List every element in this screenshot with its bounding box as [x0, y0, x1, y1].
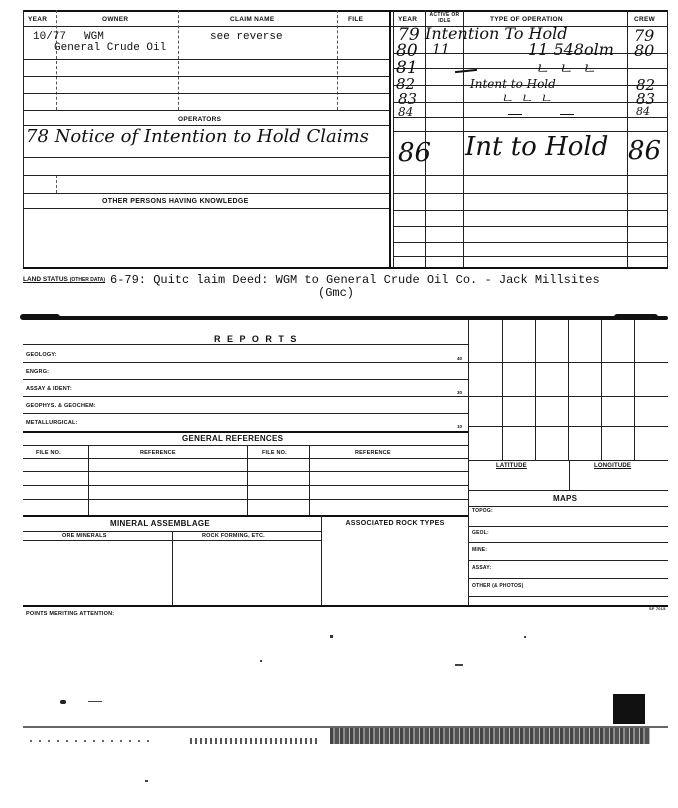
- speck: [260, 660, 262, 662]
- reports-top-bar: [23, 316, 668, 320]
- row-line: [23, 515, 468, 517]
- top-border: [23, 10, 668, 12]
- op-col-line: [56, 175, 57, 193]
- op-crew-83: 83: [636, 90, 656, 108]
- col-owner: OWNER: [102, 16, 129, 23]
- col-line: [88, 445, 89, 515]
- ditto-marks-83: ㄴㄴㄴ: [500, 91, 559, 107]
- assoc-rock-heading: ASSOCIATED ROCK TYPES: [345, 520, 445, 527]
- op-crew-79: 79: [634, 26, 655, 45]
- col-crew: CREW: [634, 16, 656, 23]
- maps-assay: ASSAY:: [472, 565, 492, 571]
- bottom-border: [23, 267, 668, 269]
- row-line: [23, 471, 468, 472]
- op-year-79: 79: [398, 25, 420, 45]
- row-line: [468, 542, 668, 543]
- claim-col-line: [337, 10, 338, 110]
- reports-heading: R E P O R T S: [214, 334, 299, 344]
- row-line: [23, 445, 468, 446]
- row-line: [393, 256, 667, 257]
- ditto-mark: [455, 69, 477, 73]
- row-line: [23, 396, 468, 397]
- row-line: [393, 68, 667, 69]
- col-line: [247, 445, 248, 515]
- scan-streak: [330, 728, 650, 744]
- op-crew-84: 84: [636, 105, 650, 118]
- op-active-80: 11: [432, 42, 450, 58]
- grid-line: [634, 320, 635, 460]
- op-year-82: 82: [396, 75, 416, 93]
- row-line: [23, 193, 389, 194]
- row-line: [393, 193, 667, 194]
- col-rock-forming: ROCK FORMING, ETC.: [202, 533, 265, 539]
- ink-blot: [613, 694, 645, 724]
- scan-streak: [30, 740, 150, 742]
- ink-blot: [614, 314, 658, 320]
- grid-line: [535, 320, 536, 460]
- col-reference-2: REFERENCE: [355, 450, 391, 456]
- owner-year: 10/77: [33, 31, 67, 43]
- row-line: [393, 242, 667, 243]
- op-crew-86: 86: [628, 136, 662, 166]
- col-active-idle: ACTIVE OR IDLE: [429, 12, 460, 24]
- center-divider: [389, 10, 391, 267]
- row-line: [468, 506, 668, 507]
- land-status-note: (Gmc): [318, 286, 355, 300]
- grid-line: [502, 320, 503, 460]
- ink-blot: [20, 314, 60, 320]
- header-divider: [23, 26, 668, 27]
- report-num: 30: [457, 390, 463, 395]
- grid-line: [601, 320, 602, 460]
- op-type-79: Intention To Hold: [425, 24, 568, 43]
- maps-mine: MINE:: [472, 547, 488, 553]
- active-col-line: [463, 10, 464, 267]
- speck: [88, 701, 102, 702]
- col-type-operation: TYPE OF OPERATION: [490, 16, 563, 23]
- maps-geol: GEOL:: [472, 530, 489, 536]
- row-line: [468, 560, 668, 561]
- speck: [524, 636, 526, 638]
- speck: [455, 664, 463, 666]
- row-line: [23, 157, 389, 158]
- owner-col-line: [178, 10, 179, 110]
- scan-streak: [190, 738, 320, 744]
- row-line: [23, 431, 468, 433]
- row-line: [23, 605, 668, 607]
- row-line: [23, 458, 468, 459]
- row-line: [23, 344, 468, 345]
- row-line: [23, 499, 468, 500]
- row-line: [23, 175, 389, 176]
- points-meriting-label: POINTS MERITING ATTENTION:: [26, 611, 115, 617]
- operators-entry: 78 Notice of Intention to Hold Claims: [26, 126, 369, 147]
- ditto-mark: [560, 114, 574, 115]
- ditto-marks: ㄴㄴㄴ: [534, 59, 605, 78]
- report-geology: GEOLOGY:: [26, 352, 57, 358]
- report-assay: ASSAY & IDENT:: [26, 386, 72, 392]
- row-line: [23, 413, 468, 414]
- row-line: [23, 379, 468, 380]
- op-year-83: 83: [398, 90, 418, 108]
- land-status-label-wrap: [23, 276, 105, 283]
- report-num: 10: [457, 424, 463, 429]
- row-line: [468, 596, 668, 597]
- land-status-sub: (OTHER DATA): [69, 277, 106, 283]
- speck: [330, 635, 333, 638]
- maps-other: OTHER (& PHOTOS): [472, 583, 524, 589]
- right-border: [667, 10, 668, 267]
- owner-name-line2: General Crude Oil: [54, 42, 167, 54]
- left-border: [23, 10, 24, 267]
- operators-heading: OPERATORS: [178, 116, 222, 123]
- other-persons-heading: OTHER PERSONS HAVING KNOWLEDGE: [102, 198, 249, 205]
- row-line: [393, 226, 667, 227]
- grid-line: [468, 460, 668, 461]
- grid-line: [569, 460, 570, 490]
- speck: [60, 700, 66, 704]
- op-type-82: Intent to Hold: [470, 77, 556, 91]
- op-type-80: 11 548olm: [528, 40, 614, 59]
- land-status-label: LAND STATUS: [23, 276, 68, 283]
- row-line: [468, 490, 668, 491]
- row-line: [23, 208, 389, 209]
- row-line: [393, 210, 667, 211]
- op-year-81: 81: [396, 58, 418, 78]
- form-number: SF 7015: [649, 606, 666, 611]
- report-engrg: ENGRG:: [26, 369, 50, 375]
- col-reference: REFERENCE: [140, 450, 176, 456]
- grid-line: [468, 362, 668, 363]
- col-year2: YEAR: [398, 16, 418, 23]
- row-line: [23, 76, 389, 77]
- row-line: [393, 175, 667, 176]
- ditto-mark: [508, 114, 522, 115]
- report-num: 40: [457, 356, 463, 361]
- row-line: [468, 526, 668, 527]
- op-crew-82: 82: [636, 76, 656, 94]
- row-line: [23, 93, 389, 94]
- maps-topog: TOPOG:: [472, 508, 493, 514]
- col-ore-minerals: ORE MINERALS: [62, 533, 107, 539]
- col-line: [309, 445, 310, 515]
- center-divider-2: [393, 10, 394, 267]
- col-claim-name: CLAIM NAME: [230, 16, 275, 23]
- row-line: [468, 578, 668, 579]
- owner-name: WGM: [84, 31, 104, 43]
- row-line: [23, 362, 468, 363]
- maps-heading: MAPS: [553, 494, 578, 503]
- col-file-no-2: FILE NO.: [262, 450, 287, 456]
- report-metallurgical: METALLURGICAL:: [26, 420, 78, 426]
- row-line: [23, 485, 468, 486]
- claim-name: see reverse: [210, 31, 283, 43]
- speck: [145, 780, 148, 782]
- col-line: [172, 531, 173, 605]
- col-line: [321, 515, 322, 605]
- row-line: [393, 117, 667, 118]
- general-references-heading: GENERAL REFERENCES: [182, 434, 284, 443]
- op-year-86: 86: [398, 138, 432, 168]
- col-file: FILE: [348, 16, 364, 23]
- land-status-text: 6-79: Quitc laim Deed: WGM to General Crude Oil Co. - Jack Millsites: [110, 273, 600, 287]
- op-crew-80: 80: [634, 41, 655, 60]
- grid-line: [468, 396, 668, 397]
- col-file-no: FILE NO.: [36, 450, 61, 456]
- grid-line: [468, 426, 668, 427]
- latitude-label: LATITUDE: [496, 463, 527, 469]
- row-line: [23, 59, 389, 60]
- mineral-heading: MINERAL ASSEMBLAGE: [110, 519, 211, 528]
- year-col-line: [56, 10, 57, 110]
- op-year-80: 80: [396, 41, 418, 61]
- grid-line: [568, 320, 569, 460]
- col-year: YEAR: [28, 16, 48, 23]
- longitude-label: LONGITUDE: [594, 463, 632, 469]
- op-type-86: Int to Hold: [465, 132, 609, 162]
- row-line: [23, 110, 389, 111]
- report-geophys: GEOPHYS. & GEOCHEM:: [26, 403, 96, 409]
- op-year-84: 84: [398, 105, 414, 119]
